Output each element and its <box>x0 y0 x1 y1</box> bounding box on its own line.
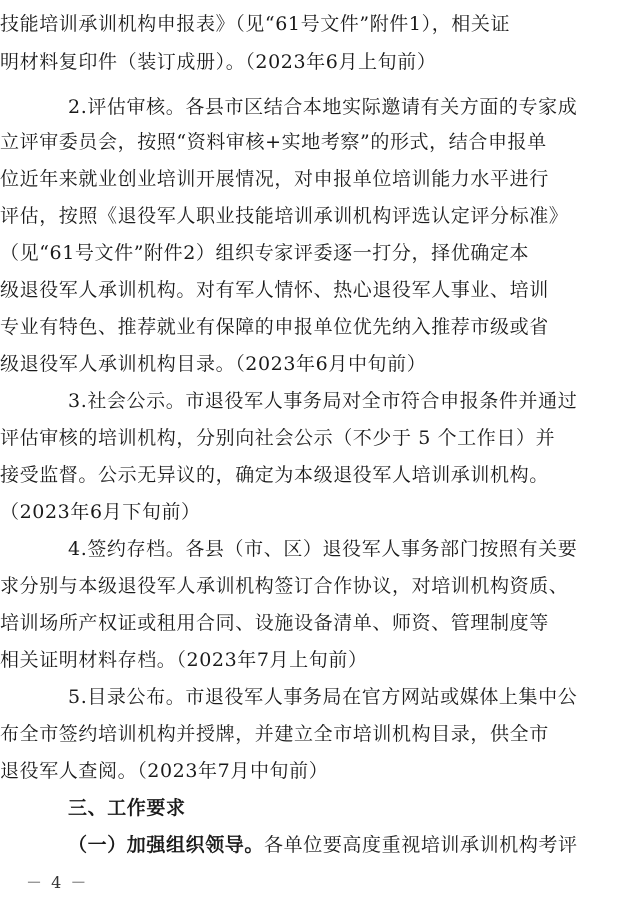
paragraph-4-start: 4.签约存档。各县（市、区）退役军人事务部门按照有关要 <box>68 538 578 560</box>
paragraph-3-start: 3.社会公示。市退役军人事务局对全市符合申报条件并通过 <box>68 390 578 412</box>
body-line: （2023年6月下旬前） <box>0 501 201 523</box>
body-line: 专业有特色、推荐就业有保障的申报单位优先纳入推荐市级或省 <box>0 316 549 338</box>
body-line: 评估，按照《退役军人职业技能培训承训机构评选认定评分标准》 <box>0 205 569 227</box>
section-heading: 三、工作要求 <box>68 797 186 819</box>
page-number: － 4 － <box>26 873 89 892</box>
body-line: 评估审核的培训机构，分别向社会公示（不少于 5 个工作日）并 <box>0 427 556 449</box>
body-line: （见“61号文件”附件2）组织专家评委逐一打分，择优确定本 <box>0 242 530 264</box>
subsection-text: 各单位要高度重视培训承训机构考评 <box>264 834 578 856</box>
body-line: 级退役军人承训机构目录。（2023年6月中旬前） <box>0 353 427 375</box>
body-line: 接受监督。公示无异议的，确定为本级退役军人培训承训机构。 <box>0 464 549 486</box>
body-line: 明材料复印件（装订成册）。（2023年6月上旬前） <box>0 51 437 73</box>
body-line: 级退役军人承训机构。对有军人情怀、热心退役军人事业、培训 <box>0 279 549 301</box>
body-line: 退役军人查阅。（2023年7月中旬前） <box>0 760 329 782</box>
paragraph-2-start: 2.评估审核。各县市区结合本地实际邀请有关方面的专家成 <box>68 96 578 118</box>
body-line: 培训场所产权证或租用合同、设施设备清单、师资、管理制度等 <box>0 612 549 634</box>
body-line: 布全市签约培训机构并授牌，并建立全市培训机构目录，供全市 <box>0 723 549 745</box>
subsection-title: （一）加强组织领导。 <box>68 834 265 856</box>
body-line: 技能培训承训机构申报表》（见“61号文件”附件1），相关证 <box>0 13 511 35</box>
body-line: 求分别与本级退役军人承训机构签订合作协议，对培训机构资质、 <box>0 575 569 597</box>
body-line: 相关证明材料存档。（2023年7月上旬前） <box>0 649 368 671</box>
body-line: 立评审委员会，按照“资料审核+实地考察”的形式，结合申报单 <box>0 131 547 153</box>
body-line: 位近年来就业创业培训开展情况，对申报单位培训能力水平进行 <box>0 168 549 190</box>
paragraph-5-start: 5.目录公布。市退役军人事务局在官方网站或媒体上集中公 <box>68 686 578 708</box>
subsection-line <box>0 833 632 857</box>
